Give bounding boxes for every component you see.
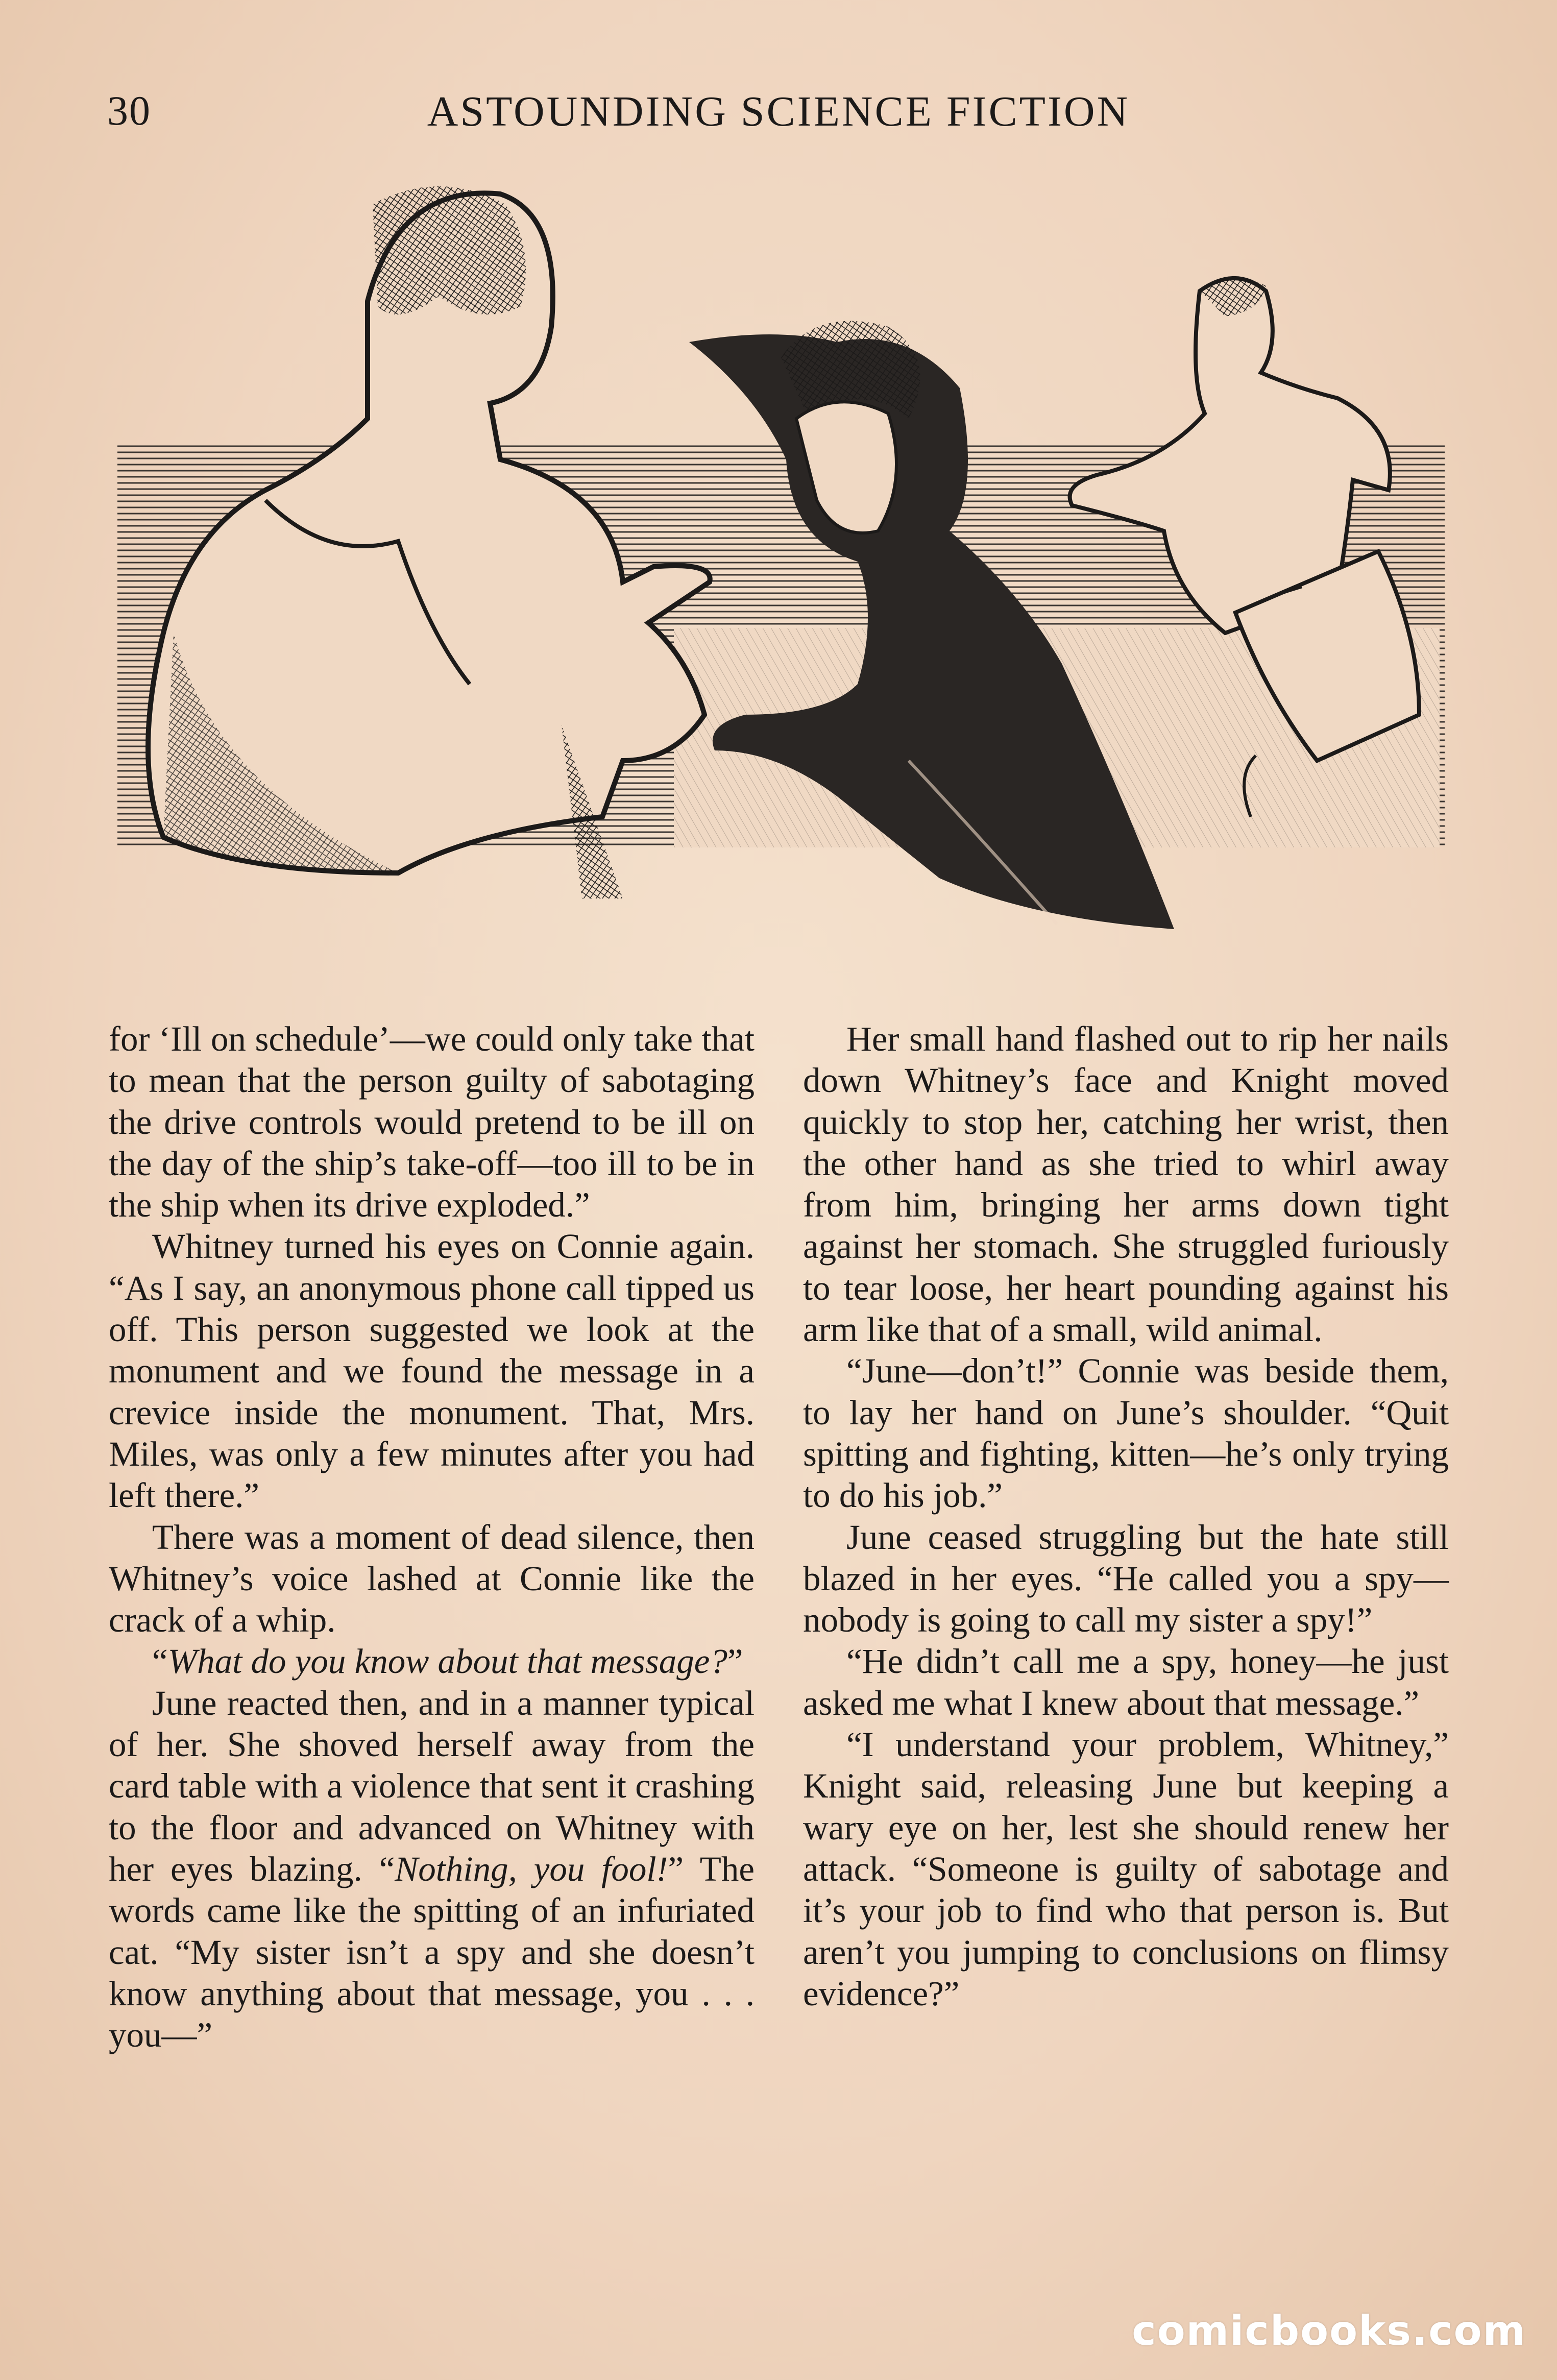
paragraph <box>109 1683 755 2056</box>
page-number: 30 <box>107 87 151 134</box>
italic-quote: What do you know about that message? <box>167 1642 727 1681</box>
paragraph: for ‘Ill on schedule’—we could only take that to mean that the person guilty of sabotaging the drive controls would pretend to be ill on the day of the ship’s take-off—too ill to be in the ship when its drive exploded.” <box>109 1019 755 1225</box>
running-head <box>102 87 1455 143</box>
paragraph: “He didn’t call me a spy, honey—he just asked me what I knew about that message.” <box>803 1642 1449 1722</box>
paragraph: Whitney turned his eyes on Connie again. “As I say, an anonymous phone call tipped us off. This person suggested we look at the monument and we found the message in a crevice inside the monument. That, Mrs. Miles, was only a few minutes after you had left there.” <box>109 1227 755 1515</box>
paragraph: Her small hand flashed out to rip her nails down Whitney’s face and Knight moved quickly to stop her, catching her wrist, then the other hand as she tried to whirl away from him, bringing her arms down tight against her stomach. She struggled furiously to tear loose, her heart pounding against his arm like that of a small, wild animal. <box>803 1019 1449 1349</box>
quote-mark: ” <box>727 1642 743 1681</box>
paragraph-text: ” The words came like the spitting of an infuriated cat. “My sister isn’t a spy and she doesn’t know anything about that message, you . . . you—” <box>109 1849 755 2055</box>
paragraph <box>109 1641 755 1682</box>
paragraph: “I understand your problem, Whitney,” Knight said, releasing June but keeping a wary eye on her, lest she should renew her attack. “Someone is guilty of sabotage and it’s your job to find who that person is. But aren’t you jumping to conclusions on flimsy evidence?” <box>803 1725 1449 2013</box>
paragraph: There was a moment of dead silence, then Whitney’s voice lashed at Connie like the crack of a whip. <box>109 1517 755 1640</box>
paragraph-text: June reacted then, and in a manner typical of her. She shoved herself away from the card table with a violence that sent it crashing to the floor and advanced on Whitney with her eyes blazing. “ <box>109 1683 755 1888</box>
italic-quote: Nothing, you fool! <box>395 1849 668 1888</box>
paragraph: “June—don’t!” Connie was beside them, to lay her hand on June’s shoulder. “Quit spitting and fighting, kitten—he’s only trying to do his job.” <box>803 1351 1449 1515</box>
paragraph: June ceased struggling but the hate still blazed in her eyes. “He called you a spy—nobody is going to call my sister a spy!” <box>803 1517 1449 1640</box>
right-text-column <box>803 1018 1449 2014</box>
story-illustration <box>112 174 1450 950</box>
quote-mark: “ <box>152 1642 168 1681</box>
watermark: comicbooks.com <box>1132 2307 1526 2354</box>
journal-title: ASTOUNDING SCIENCE FICTION <box>427 88 1130 135</box>
left-text-column <box>109 1018 755 2056</box>
